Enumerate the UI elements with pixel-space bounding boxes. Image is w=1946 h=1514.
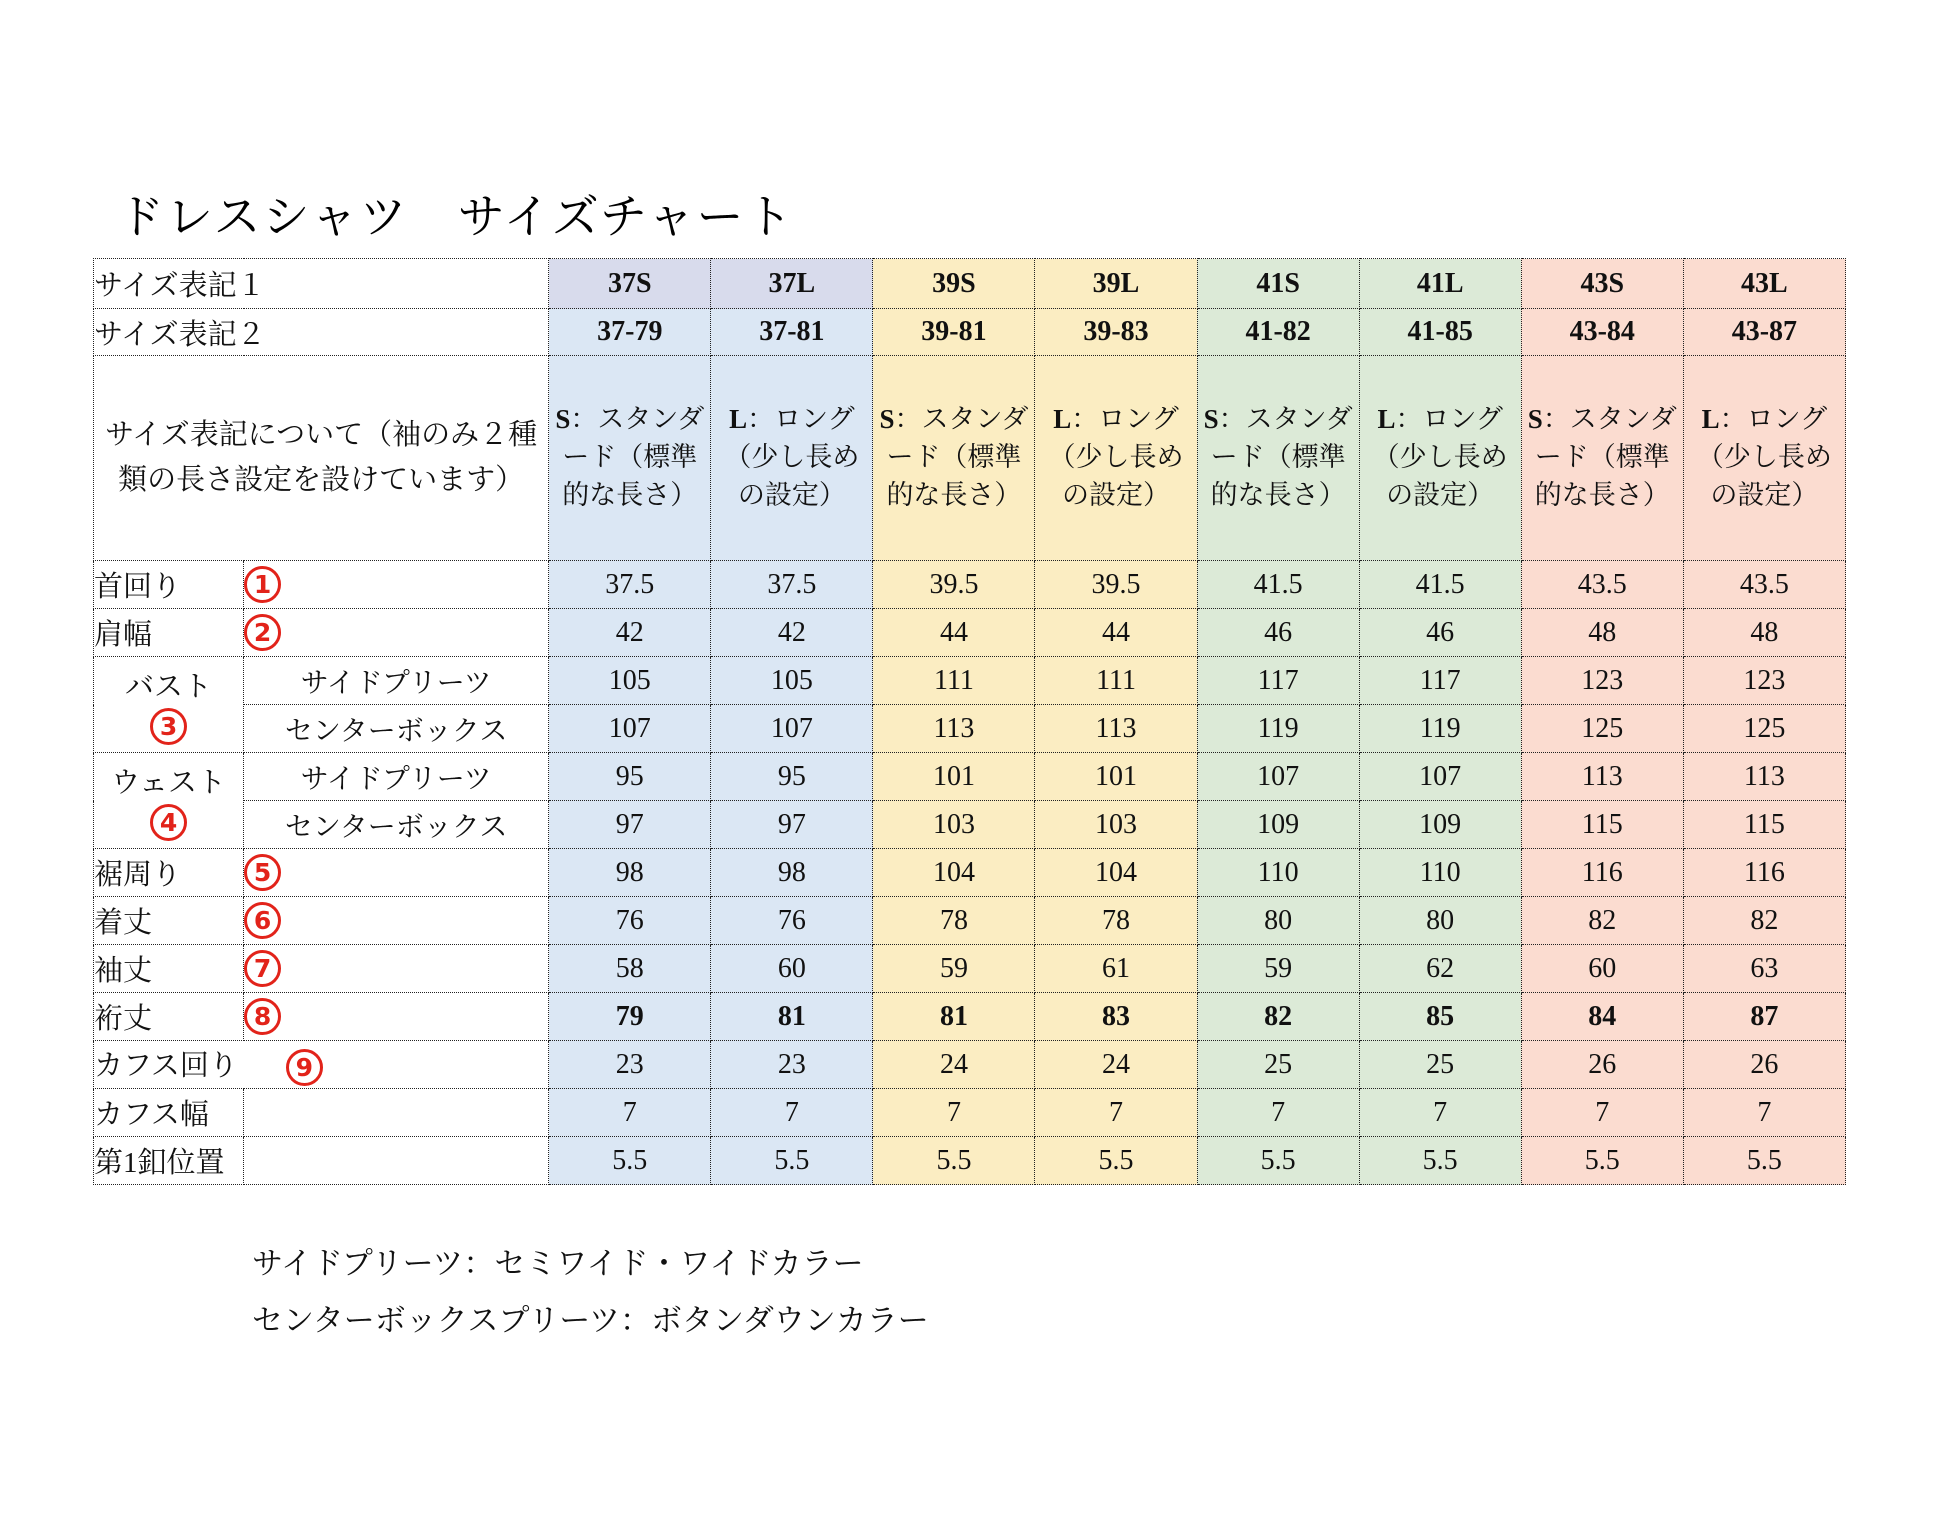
size-value-cell: 5.5: [711, 1137, 873, 1185]
size-value-cell: 7: [549, 1089, 711, 1137]
size-code2-cell: 39-81: [873, 309, 1035, 356]
size-value-cell: 104: [1035, 849, 1197, 897]
circled-number-cell: [244, 945, 549, 993]
size-value-cell: 115: [1521, 801, 1683, 849]
size-value-cell: 7: [1035, 1089, 1197, 1137]
size-value-cell: 82: [1683, 897, 1845, 945]
measurement-label: 裄丈: [94, 993, 244, 1041]
size-type-text: ：ロング（少し長めの設定）: [1696, 404, 1832, 510]
size-value-cell: 76: [711, 897, 873, 945]
measurement-label: ウェスト: [111, 767, 226, 799]
size-code-cell: 43S: [1521, 259, 1683, 309]
size-value-cell: 5.5: [549, 1137, 711, 1185]
size-value-cell: 79: [549, 993, 711, 1041]
size-type-text: ：スタンダード（標準的な長さ）: [1210, 404, 1353, 510]
measurement-label: カフス回り: [94, 1049, 238, 1082]
circled-number-cell: [244, 849, 549, 897]
measurement-label: 着丈: [94, 897, 244, 945]
size-value-cell: 25: [1197, 1041, 1359, 1089]
empty-cell: [244, 1089, 549, 1137]
size-type-text: ：スタンダード（標準的な長さ）: [886, 404, 1029, 510]
size-type-text: ：スタンダード（標準的な長さ）: [562, 404, 705, 510]
size-value-cell: 107: [711, 705, 873, 753]
table-row-hem: [94, 849, 1846, 897]
table-row-waist-center-box: [94, 801, 1846, 849]
size-value-cell: 119: [1197, 705, 1359, 753]
size-value-cell: 44: [873, 609, 1035, 657]
size-value-cell: 109: [1359, 801, 1521, 849]
size-type-desc-cell: [873, 356, 1035, 561]
size-value-cell: 95: [549, 753, 711, 801]
size-code2-cell: 43-84: [1521, 309, 1683, 356]
size-value-cell: 98: [549, 849, 711, 897]
size-value-cell: 41.5: [1197, 561, 1359, 609]
size-code2-cell: 41-82: [1197, 309, 1359, 356]
measurement-label: 裾周り: [94, 849, 244, 897]
size-value-cell: 116: [1683, 849, 1845, 897]
circled-number: 8: [244, 998, 281, 1035]
circled-number: 3: [150, 708, 187, 745]
size-value-cell: 95: [711, 753, 873, 801]
size-value-cell: 113: [1521, 753, 1683, 801]
size-value-cell: 23: [711, 1041, 873, 1089]
size-value-cell: 85: [1359, 993, 1521, 1041]
measurement-label: バスト: [125, 671, 213, 703]
circled-number: 9: [286, 1049, 323, 1086]
circled-number: 7: [244, 950, 281, 987]
size-value-cell: 101: [873, 753, 1035, 801]
size-value-cell: 104: [873, 849, 1035, 897]
size-type-desc-cell: [1197, 356, 1359, 561]
pleat-type-label: サイドプリーツ: [244, 753, 549, 801]
footnote-center-box-pleats: センターボックスプリーツ：ボタンダウンカラー: [252, 1302, 929, 1338]
size-value-cell: 105: [711, 657, 873, 705]
size-type-desc-cell: [1521, 356, 1683, 561]
size-value-cell: 78: [873, 897, 1035, 945]
size-value-cell: 24: [873, 1041, 1035, 1089]
size-type-letter: L: [1377, 404, 1396, 435]
table-row-sleeve-length: [94, 945, 1846, 993]
size-value-cell: 46: [1197, 609, 1359, 657]
size-value-cell: 61: [1035, 945, 1197, 993]
size-value-cell: 58: [549, 945, 711, 993]
size-value-cell: 107: [1197, 753, 1359, 801]
table-row-neck: [94, 561, 1846, 609]
size-value-cell: 62: [1359, 945, 1521, 993]
size-value-cell: 107: [1359, 753, 1521, 801]
size-value-cell: 26: [1683, 1041, 1845, 1089]
size-value-cell: 87: [1683, 993, 1845, 1041]
circled-number: 2: [244, 614, 281, 651]
size-value-cell: 116: [1521, 849, 1683, 897]
size-value-cell: 7: [1359, 1089, 1521, 1137]
row-label-size-notation-1: サイズ表記１: [94, 259, 549, 309]
measurement-label: 第1釦位置: [94, 1137, 244, 1185]
size-code2-cell: 39-83: [1035, 309, 1197, 356]
size-code2-cell: 43-87: [1683, 309, 1845, 356]
size-type-letter: L: [729, 404, 748, 435]
size-value-cell: 63: [1683, 945, 1845, 993]
circled-number: 6: [244, 902, 281, 939]
table-row-cuff-width: [94, 1089, 1846, 1137]
circled-number-cell: [244, 609, 549, 657]
size-type-desc-cell: [1035, 356, 1197, 561]
pleat-type-label: センターボックス: [244, 801, 549, 849]
size-value-cell: 59: [1197, 945, 1359, 993]
size-code-cell: 37L: [711, 259, 873, 309]
size-code2-cell: 37-79: [549, 309, 711, 356]
size-value-cell: 7: [873, 1089, 1035, 1137]
measurement-label: 袖丈: [94, 945, 244, 993]
size-value-cell: 98: [711, 849, 873, 897]
pleat-type-label: センターボックス: [244, 705, 549, 753]
size-value-cell: 44: [1035, 609, 1197, 657]
size-value-cell: 7: [1197, 1089, 1359, 1137]
size-value-cell: 37.5: [549, 561, 711, 609]
size-value-cell: 110: [1359, 849, 1521, 897]
size-value-cell: 123: [1683, 657, 1845, 705]
size-value-cell: 5.5: [1035, 1137, 1197, 1185]
size-value-cell: 123: [1521, 657, 1683, 705]
size-code-cell: 37S: [549, 259, 711, 309]
size-value-cell: 97: [711, 801, 873, 849]
circled-number: 1: [244, 566, 281, 603]
size-value-cell: 110: [1197, 849, 1359, 897]
size-type-letter: L: [1053, 404, 1072, 435]
size-value-cell: 111: [873, 657, 1035, 705]
circled-number: 5: [244, 854, 281, 891]
size-value-cell: 113: [1683, 753, 1845, 801]
size-type-text: ：ロング（少し長めの設定）: [1372, 404, 1508, 510]
size-value-cell: 82: [1521, 897, 1683, 945]
size-value-cell: 111: [1035, 657, 1197, 705]
size-value-cell: 5.5: [1683, 1137, 1845, 1185]
size-value-cell: 43.5: [1521, 561, 1683, 609]
size-type-text: ：ロング（少し長めの設定）: [724, 404, 860, 510]
size-value-cell: 80: [1197, 897, 1359, 945]
page-title: ドレスシャツ サイズチャート: [117, 192, 795, 244]
footnotes: [252, 1242, 929, 1356]
circled-number-cell: [244, 897, 549, 945]
table-row-size-notation-1: [94, 259, 1846, 309]
size-value-cell: 115: [1683, 801, 1845, 849]
size-value-cell: 48: [1521, 609, 1683, 657]
table-row-waist-side-pleats: [94, 753, 1846, 801]
size-value-cell: 7: [1683, 1089, 1845, 1137]
size-value-cell: 5.5: [873, 1137, 1035, 1185]
size-value-cell: 48: [1683, 609, 1845, 657]
size-value-cell: 117: [1359, 657, 1521, 705]
size-value-cell: 83: [1035, 993, 1197, 1041]
size-value-cell: 107: [549, 705, 711, 753]
size-value-cell: 60: [1521, 945, 1683, 993]
table-row-bust-side-pleats: [94, 657, 1846, 705]
size-type-letter: S: [555, 404, 571, 435]
table-row-size-description: [94, 356, 1846, 561]
size-value-cell: 81: [873, 993, 1035, 1041]
size-value-cell: 41.5: [1359, 561, 1521, 609]
circled-number-cell: [244, 993, 549, 1041]
size-value-cell: 25: [1359, 1041, 1521, 1089]
circled-number: 4: [150, 804, 187, 841]
size-value-cell: 7: [711, 1089, 873, 1137]
size-value-cell: 109: [1197, 801, 1359, 849]
size-value-cell: 39.5: [873, 561, 1035, 609]
size-type-letter: L: [1701, 404, 1720, 435]
size-value-cell: 76: [549, 897, 711, 945]
row-label-size-description: サイズ表記について（袖のみ２種類の長さ設定を設けています）: [94, 356, 549, 561]
size-value-cell: 103: [1035, 801, 1197, 849]
size-code-cell: 43L: [1683, 259, 1845, 309]
size-value-cell: 59: [873, 945, 1035, 993]
size-type-letter: S: [1527, 404, 1543, 435]
size-code-cell: 39L: [1035, 259, 1197, 309]
size-value-cell: 5.5: [1521, 1137, 1683, 1185]
measurement-label: カフス幅: [94, 1089, 244, 1137]
size-value-cell: 37.5: [711, 561, 873, 609]
pleat-type-label: サイドプリーツ: [244, 657, 549, 705]
table-row-first-button-position: [94, 1137, 1846, 1185]
size-value-cell: 103: [873, 801, 1035, 849]
size-value-cell: 42: [549, 609, 711, 657]
table-row-bust-center-box: [94, 705, 1846, 753]
size-value-cell: 5.5: [1359, 1137, 1521, 1185]
size-value-cell: 78: [1035, 897, 1197, 945]
size-value-cell: 7: [1521, 1089, 1683, 1137]
size-chart-table: [93, 258, 1846, 1185]
measurement-label: 肩幅: [94, 609, 244, 657]
size-type-letter: S: [1203, 404, 1219, 435]
size-value-cell: 125: [1683, 705, 1845, 753]
size-value-cell: 26: [1521, 1041, 1683, 1089]
size-value-cell: 81: [711, 993, 873, 1041]
measurement-group-label: [94, 657, 244, 753]
empty-cell: [244, 1137, 549, 1185]
size-value-cell: 125: [1521, 705, 1683, 753]
size-value-cell: 82: [1197, 993, 1359, 1041]
measurement-label-merged: [94, 1041, 549, 1089]
measurement-group-label: [94, 753, 244, 849]
circled-number-cell: [244, 561, 549, 609]
size-value-cell: 113: [1035, 705, 1197, 753]
size-value-cell: 84: [1521, 993, 1683, 1041]
table-row-shoulder: [94, 609, 1846, 657]
table-row-cuff-around: [94, 1041, 1846, 1089]
size-value-cell: 117: [1197, 657, 1359, 705]
size-value-cell: 80: [1359, 897, 1521, 945]
size-value-cell: 39.5: [1035, 561, 1197, 609]
size-value-cell: 5.5: [1197, 1137, 1359, 1185]
table-row-size-notation-2: [94, 309, 1846, 356]
size-type-text: ：スタンダード（標準的な長さ）: [1534, 404, 1677, 510]
table-row-yuki-length: [94, 993, 1846, 1041]
row-label-size-notation-2: サイズ表記２: [94, 309, 549, 356]
size-value-cell: 60: [711, 945, 873, 993]
size-value-cell: 23: [549, 1041, 711, 1089]
size-type-desc-cell: [549, 356, 711, 561]
size-code-cell: 41S: [1197, 259, 1359, 309]
size-code-cell: 41L: [1359, 259, 1521, 309]
size-type-desc-cell: [1359, 356, 1521, 561]
footnote-side-pleats: サイドプリーツ：セミワイド・ワイドカラー: [252, 1246, 864, 1281]
size-value-cell: 43.5: [1683, 561, 1845, 609]
size-code-cell: 39S: [873, 259, 1035, 309]
size-type-desc-cell: [711, 356, 873, 561]
size-value-cell: 101: [1035, 753, 1197, 801]
size-code2-cell: 41-85: [1359, 309, 1521, 356]
size-value-cell: 24: [1035, 1041, 1197, 1089]
measurement-label: 首回り: [94, 561, 244, 609]
size-value-cell: 97: [549, 801, 711, 849]
size-type-text: ：ロング（少し長めの設定）: [1048, 404, 1184, 510]
size-value-cell: 119: [1359, 705, 1521, 753]
size-value-cell: 46: [1359, 609, 1521, 657]
size-type-letter: S: [879, 404, 895, 435]
size-code2-cell: 37-81: [711, 309, 873, 356]
size-value-cell: 42: [711, 609, 873, 657]
size-value-cell: 105: [549, 657, 711, 705]
size-value-cell: 113: [873, 705, 1035, 753]
size-type-desc-cell: [1683, 356, 1845, 561]
table-row-body-length: [94, 897, 1846, 945]
